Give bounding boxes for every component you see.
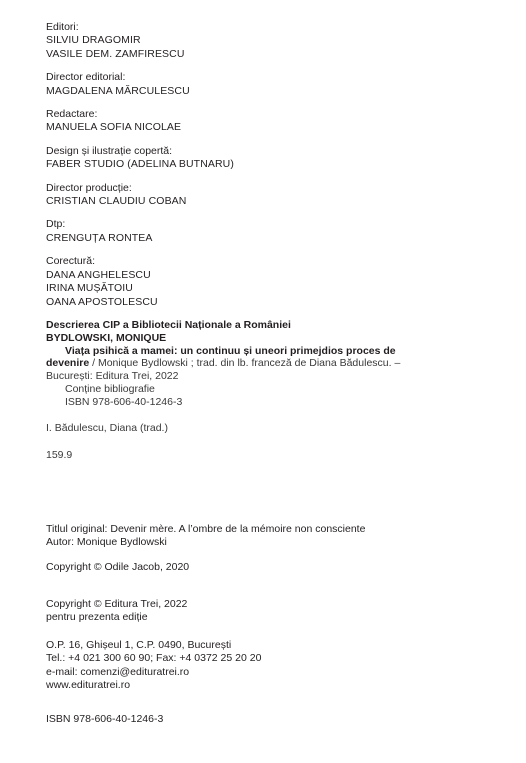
credit-block <box>46 71 506 98</box>
credit-block <box>46 145 506 172</box>
credit-block <box>46 218 506 245</box>
cip-author: BYDLOWSKI, MONIQUE <box>46 331 167 344</box>
credit-role: Redactare: <box>46 108 98 121</box>
publisher-address <box>46 639 261 693</box>
original-edition <box>46 523 365 550</box>
cip-udc: 159.9 <box>46 449 73 462</box>
cip-responsibility: / Monique Bydlowski ; trad. din lb. franceză de Diana Bădulescu. – <box>89 357 401 370</box>
credit-role: Editori: <box>46 21 79 33</box>
credit-name: VASILE DEM. ZAMFIRESCU <box>46 47 185 60</box>
original-title: Titlul original: Devenir mère. A l’ombre de la mémoire non consciente <box>46 523 366 535</box>
copyright-edition-line1: Copyright © Editura Trei, 2022 <box>46 598 188 610</box>
cip-title-bold: Viața psihică a mamei: un continuu și uneori primejdios proces de <box>65 344 396 357</box>
original-author: Autor: Monique Bydlowski <box>46 536 167 549</box>
cip-added-entry: I. Bădulescu, Diana (trad.) <box>46 422 168 435</box>
cip-record <box>46 319 506 462</box>
cip-heading: Descrierea CIP a Bibliotecii Naționale a României <box>46 318 291 331</box>
credit-role: Design și ilustrație copertă: <box>46 144 173 157</box>
cip-isbn: ISBN 978-606-40-1246-3 <box>65 395 183 408</box>
colophon-page <box>46 21 506 725</box>
credit-role: Dtp: <box>46 218 66 231</box>
credit-block <box>46 182 506 209</box>
credit-name: FABER STUDIO (ADELINA BUTNARU) <box>46 158 234 171</box>
address-web: www.edituratrei.ro <box>46 679 131 692</box>
credit-name: OANA APOSTOLESCU <box>46 295 158 308</box>
credit-block <box>46 21 506 61</box>
copyright-original <box>46 561 189 574</box>
isbn-footer <box>46 713 163 726</box>
cip-title-end: devenire <box>46 357 90 370</box>
address-email: e-mail: comenzi@edituratrei.ro <box>46 665 190 678</box>
credit-name: SILVIU DRAGOMIR <box>46 34 141 47</box>
credit-name: IRINA MUȘĂTOIU <box>46 282 133 295</box>
credit-role: Director editorial: <box>46 71 126 84</box>
credit-name: CRISTIAN CLAUDIU COBAN <box>46 195 187 208</box>
copyright-original-text: Copyright © Odile Jacob, 2020 <box>46 561 190 573</box>
credit-block <box>46 255 506 309</box>
address-phone: Tel.: +4 021 300 60 90; Fax: +4 0372 25 20 20 <box>46 652 262 665</box>
credit-block <box>46 108 506 135</box>
credit-name: MAGDALENA MĂRCULESCU <box>46 84 190 97</box>
copyright-edition-line2: pentru prezenta ediție <box>46 611 148 624</box>
cip-title-line1 <box>46 345 506 358</box>
credits-section <box>46 21 506 309</box>
isbn-footer-text: ISBN 978-606-40-1246-3 <box>46 713 164 725</box>
credit-role: Corectură: <box>46 255 96 268</box>
credit-name: MANUELA SOFIA NICOLAE <box>46 121 182 134</box>
credit-name: CRENGUȚA RONTEA <box>46 231 153 244</box>
cip-title-line2 <box>46 357 506 370</box>
cip-note: Conține bibliografie <box>65 382 155 395</box>
credit-name: DANA ANGHELESCU <box>46 268 151 281</box>
credit-role: Director producție: <box>46 181 132 194</box>
copyright-edition <box>46 598 187 625</box>
cip-publisher: București: Editura Trei, 2022 <box>46 370 179 383</box>
address-postal: O.P. 16, Ghișeul 1, C.P. 0490, București <box>46 639 232 651</box>
